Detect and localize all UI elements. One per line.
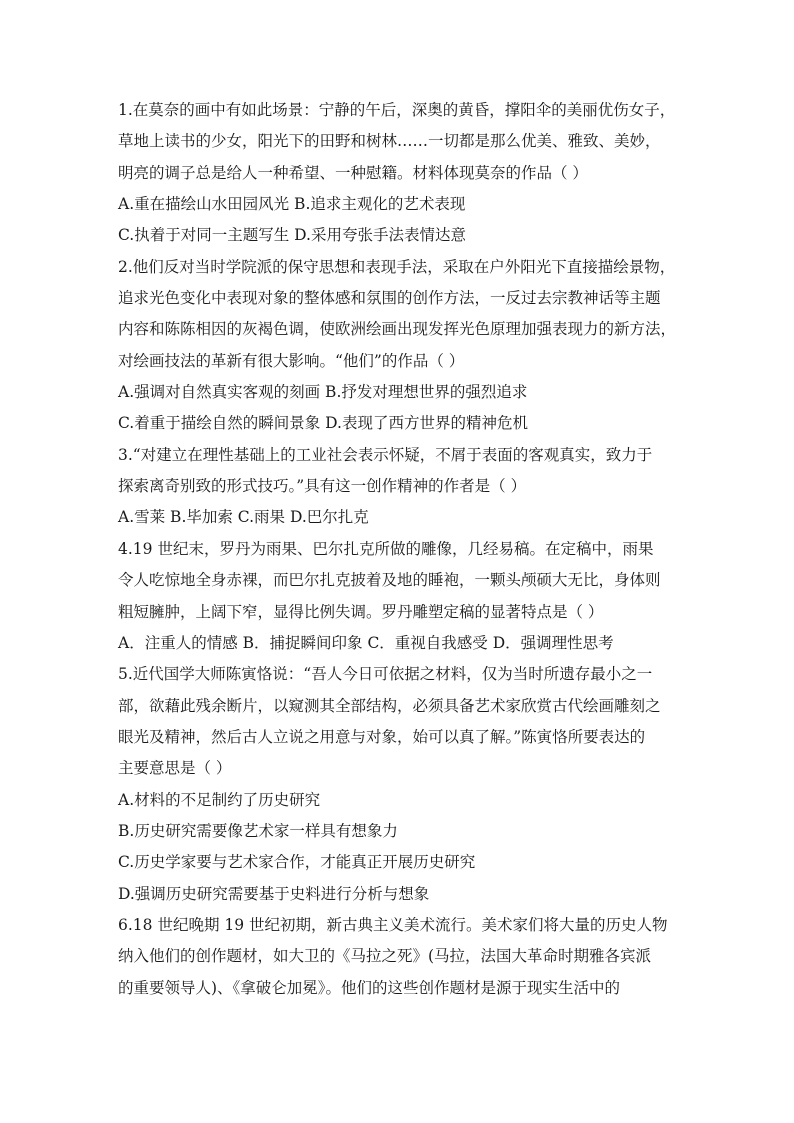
q6-stem-line-1: 6.18 世纪晚期 19 世纪初期，新古典主义美术流行。美术家们将大量的历史人物 (118, 915, 668, 934)
q2-stem-line-4: 对绘画技法的革新有很大影响。“他们”的作品（ ） (118, 351, 465, 370)
q4-options: A．注重人的情感 B．捕捉瞬间印象 C．重视自我感受 D．强调理性思考 (118, 633, 614, 652)
q5-stem-line-2: 部，欲藉此残余断片，以窥测其全部结构，必须具备艺术家欣赏古代绘画雕刻之 (118, 696, 661, 715)
q2-stem-line-3: 内容和陈陈相因的灰褐色调，使欧洲绘画出现发挥光色原理加强表现力的新方法， (118, 320, 677, 339)
q5-stem-line-4: 主要意思是（ ） (118, 759, 232, 778)
q4-stem-line-1: 4.19 世纪末，罗丹为雨果、巴尔扎克所做的雕像，几经易稿。在定稿中，雨果 (118, 539, 654, 558)
q5-option-d: D.强调历史研究需要基于史料进行分析与想象 (118, 884, 430, 903)
q3-stem-line-2: 探索离奇别致的形式技巧。”具有这一创作精神的作者是（ ） (118, 477, 527, 496)
q3-stem-line-1: 3.“对建立在理性基础上的工业社会表示怀疑，不屑于表面的客观真实，致力于 (118, 445, 653, 464)
q6-stem-line-2: 纳入他们的创作题材，如大卫的《马拉之死》(马拉，法国大革命时期雅各宾派 (118, 947, 652, 966)
q1-options-ab: A.重在描绘山水田园风光 B.追求主观化的艺术表现 (118, 195, 466, 214)
q2-stem-line-1: 2.他们反对当时学院派的保守思想和表现手法，采取在户外阳光下直接描绘景物， (118, 257, 676, 276)
q4-stem-line-3: 粗短臃肿，上阔下窄，显得比例失调。罗丹雕塑定稿的显著特点是（ ） (118, 602, 604, 621)
q5-option-b: B.历史研究需要像艺术家一样具有想象力 (118, 821, 398, 840)
q2-stem-line-2: 追求光色变化中表现对象的整体感和氛围的创作方法，一反过去宗教神话等主题 (118, 289, 661, 308)
document-body (118, 95, 678, 1004)
q5-stem-line-3: 眼光及精神，然后古人立说之用意与对象，始可以真了解。”陈寅恪所要表达的 (118, 727, 646, 746)
q4-stem-line-2: 令人吃惊地全身赤裸，而巴尔扎克披着及地的睡袍，一颗头颅硕大无比，身体则 (118, 571, 661, 590)
q1-stem-line-3: 明亮的调子总是给人一种希望、一种慰籍。材料体现莫奈的作品（ ） (118, 163, 588, 182)
q1-stem-line-1: 1.在莫奈的画中有如此场景：宁静的午后，深奥的黄昏，撑阳伞的美丽优伤女子， (118, 101, 676, 119)
q3-options: A.雪莱 B.毕加索 C.雨果 D.巴尔扎克 (118, 508, 369, 527)
q5-option-c: C.历史学家要与艺术家合作，才能真正开展历史研究 (118, 853, 476, 872)
q6-stem-line-3: 的重要领导人)、《拿破仑加冕》。他们的这些创作题材是源于现实生活中的 (118, 978, 621, 997)
q2-options-ab: A.强调对自然真实客观的刻画 B.抒发对理想世界的强烈追求 (118, 383, 528, 402)
q2-options-cd: C.着重于描绘自然的瞬间景象 D.表现了西方世界的精神危机 (118, 414, 528, 433)
q5-stem-line-1: 5.近代国学大师陈寅恪说：“吾人今日可依据之材料，仅为当时所遗存最小之一 (118, 665, 653, 684)
q5-option-a: A.材料的不足制约了历史研究 (118, 790, 321, 809)
q1-options-cd: C.执着于对同一主题写生 D.采用夸张手法表情达意 (118, 226, 466, 245)
q1-stem-line-2: 草地上读书的少女，阳光下的田野和树林……一切都是那么优美、雅致、美妙， (118, 132, 661, 151)
